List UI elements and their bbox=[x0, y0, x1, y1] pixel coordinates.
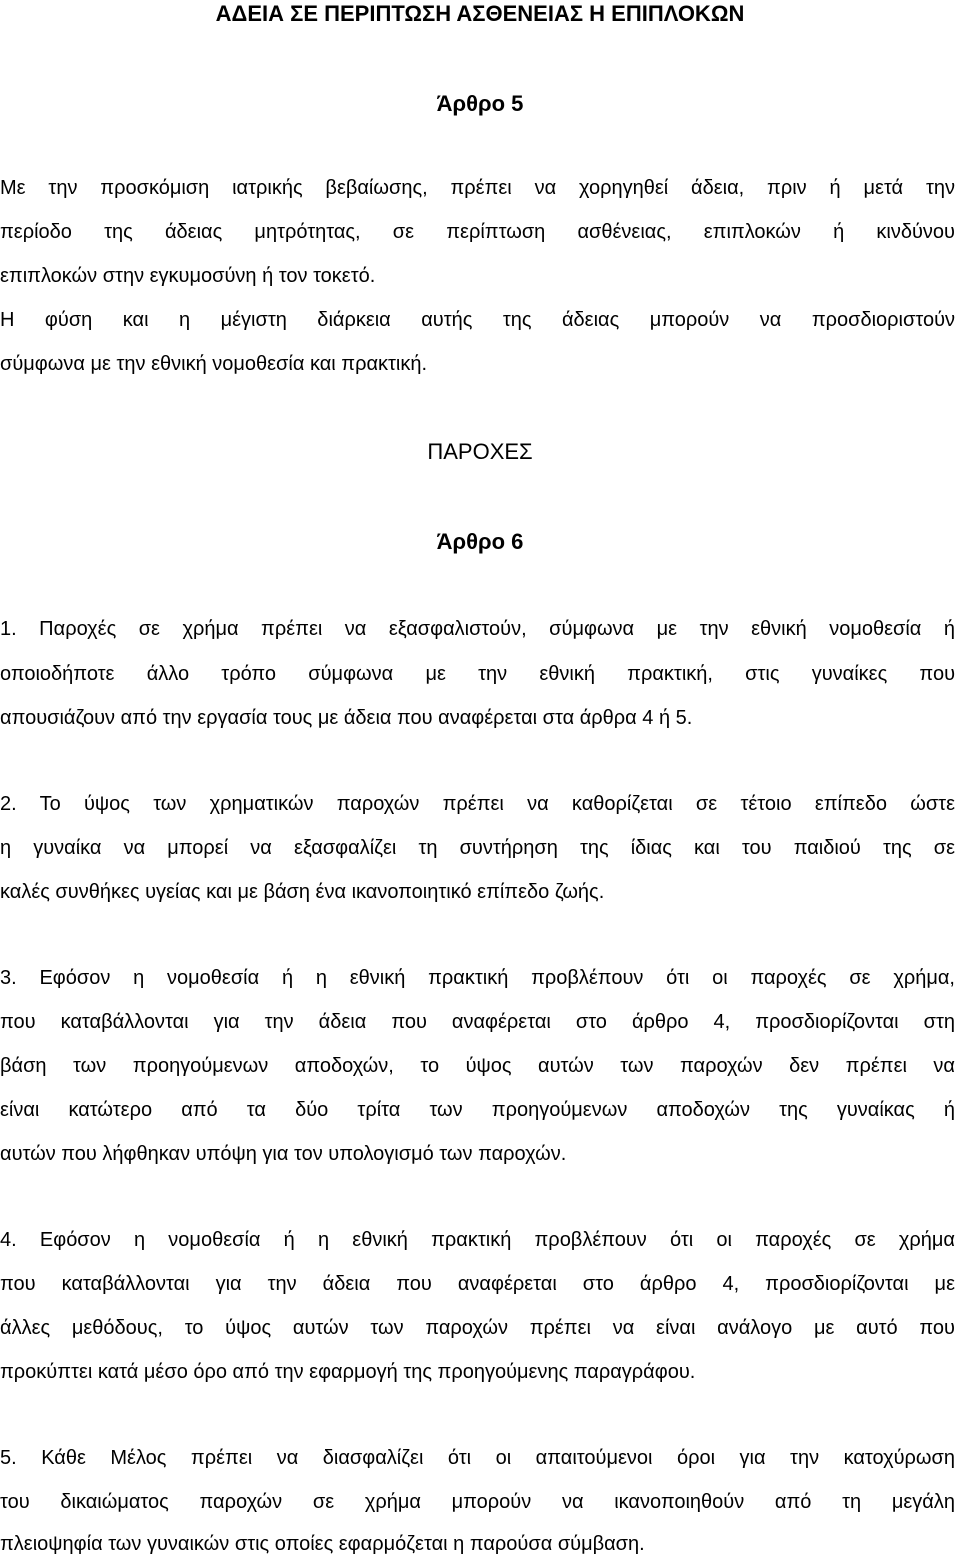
text-line: 5. Κάθε Μέλος πρέπει να διασφαλίζει ότι οι απαιτούμενοι όροι για την κατοχύρωση bbox=[0, 1447, 955, 1469]
text-line: 1. Παροχές σε χρήμα πρέπει να εξασφαλιστούν, σύμφωνα με την εθνική νομοθεσία ή bbox=[0, 618, 955, 640]
text-line: καλές συνθήκες υγείας και με βάση ένα ικανοποιητικό επίπεδο ζωής. bbox=[0, 881, 605, 903]
text-line: Με την προσκόμιση ιατρικής βεβαίωσης, πρέπει να χορηγηθεί άδεια, πριν ή μετά την bbox=[0, 177, 955, 199]
text-line: σύμφωνα με την εθνική νομοθεσία και πρακτική. bbox=[0, 353, 428, 375]
text-line: άλλες μεθόδους, το ύψος αυτών των παροχών πρέπει να είναι ανάλογο με αυτό που bbox=[0, 1317, 955, 1339]
text-line: Η φύση και η μέγιστη διάρκεια αυτής της άδειας μπορούν να προσδιοριστούν bbox=[0, 309, 955, 331]
section-title: ΠΑΡΟΧΕΣ bbox=[427, 439, 533, 464]
text-line: η γυναίκα να μπορεί να εξασφαλίζει τη συντήρηση της ίδιας και του παιδιού της σε bbox=[0, 837, 955, 859]
text-line: 3. Εφόσον η νομοθεσία ή η εθνική πρακτική προβλέπουν ότι οι παροχές σε χρήμα, bbox=[0, 967, 955, 989]
text-line: που καταβάλλονται για την άδεια που αναφέρεται στο άρθρο 4, προσδιορίζονται στη bbox=[0, 1011, 955, 1033]
text-line: περίοδο της άδειας μητρότητας, σε περίπτωση ασθένειας, επιπλοκών ή κινδύνου bbox=[0, 221, 955, 243]
article-5-heading: Άρθρο 5 bbox=[436, 91, 524, 116]
text-line: 2. Το ύψος των χρηματικών παροχών πρέπει να καθορίζεται σε τέτοιο επίπεδο ώστε bbox=[0, 793, 955, 815]
text-line: που καταβάλλονται για την άδεια που αναφέρεται στο άρθρο 4, προσδιορίζονται με bbox=[0, 1273, 955, 1295]
text-line: είναι κατώτερο από τα δύο τρίτα των προηγούμενων αποδοχών της γυναίκας ή bbox=[0, 1099, 955, 1121]
text-line: επιπλοκών στην εγκυμοσύνη ή τον τοκετό. bbox=[0, 265, 376, 287]
document-title: ΑΔΕΙΑ ΣΕ ΠΕΡΙΠΤΩΣΗ ΑΣΘΕΝΕΙΑΣ Η ΕΠΙΠΛΟΚΩΝ bbox=[215, 1, 745, 26]
text-line: 4. Εφόσον η νομοθεσία ή η εθνική πρακτική προβλέπουν ότι οι παροχές σε χρήμα bbox=[0, 1229, 955, 1251]
article-6-heading: Άρθρο 6 bbox=[436, 529, 524, 554]
text-line: πλειοψηφία των γυναικών στις οποίες εφαρμόζεται η παρούσα σύμβαση. bbox=[0, 1533, 645, 1555]
text-line: προκύπτει κατά μέσο όρο από την εφαρμογή της προηγούμενης παραγράφου. bbox=[0, 1361, 696, 1383]
text-line: απουσιάζουν από την εργασία τους με άδεια που αναφέρεται στα άρθρα 4 ή 5. bbox=[0, 707, 693, 729]
text-line: αυτών που λήφθηκαν υπόψη για τον υπολογισμό των παροχών. bbox=[0, 1143, 567, 1165]
text-line: οποιοδήποτε άλλο τρόπο σύμφωνα με την εθνική πρακτική, στις γυναίκες που bbox=[0, 663, 955, 685]
text-line: βάση των προηγούμενων αποδοχών, το ύψος αυτών των παροχών δεν πρέπει να bbox=[0, 1055, 955, 1077]
text-line: του δικαιώματος παροχών σε χρήμα μπορούν να ικανοποιηθούν από τη μεγάλη bbox=[0, 1491, 955, 1513]
